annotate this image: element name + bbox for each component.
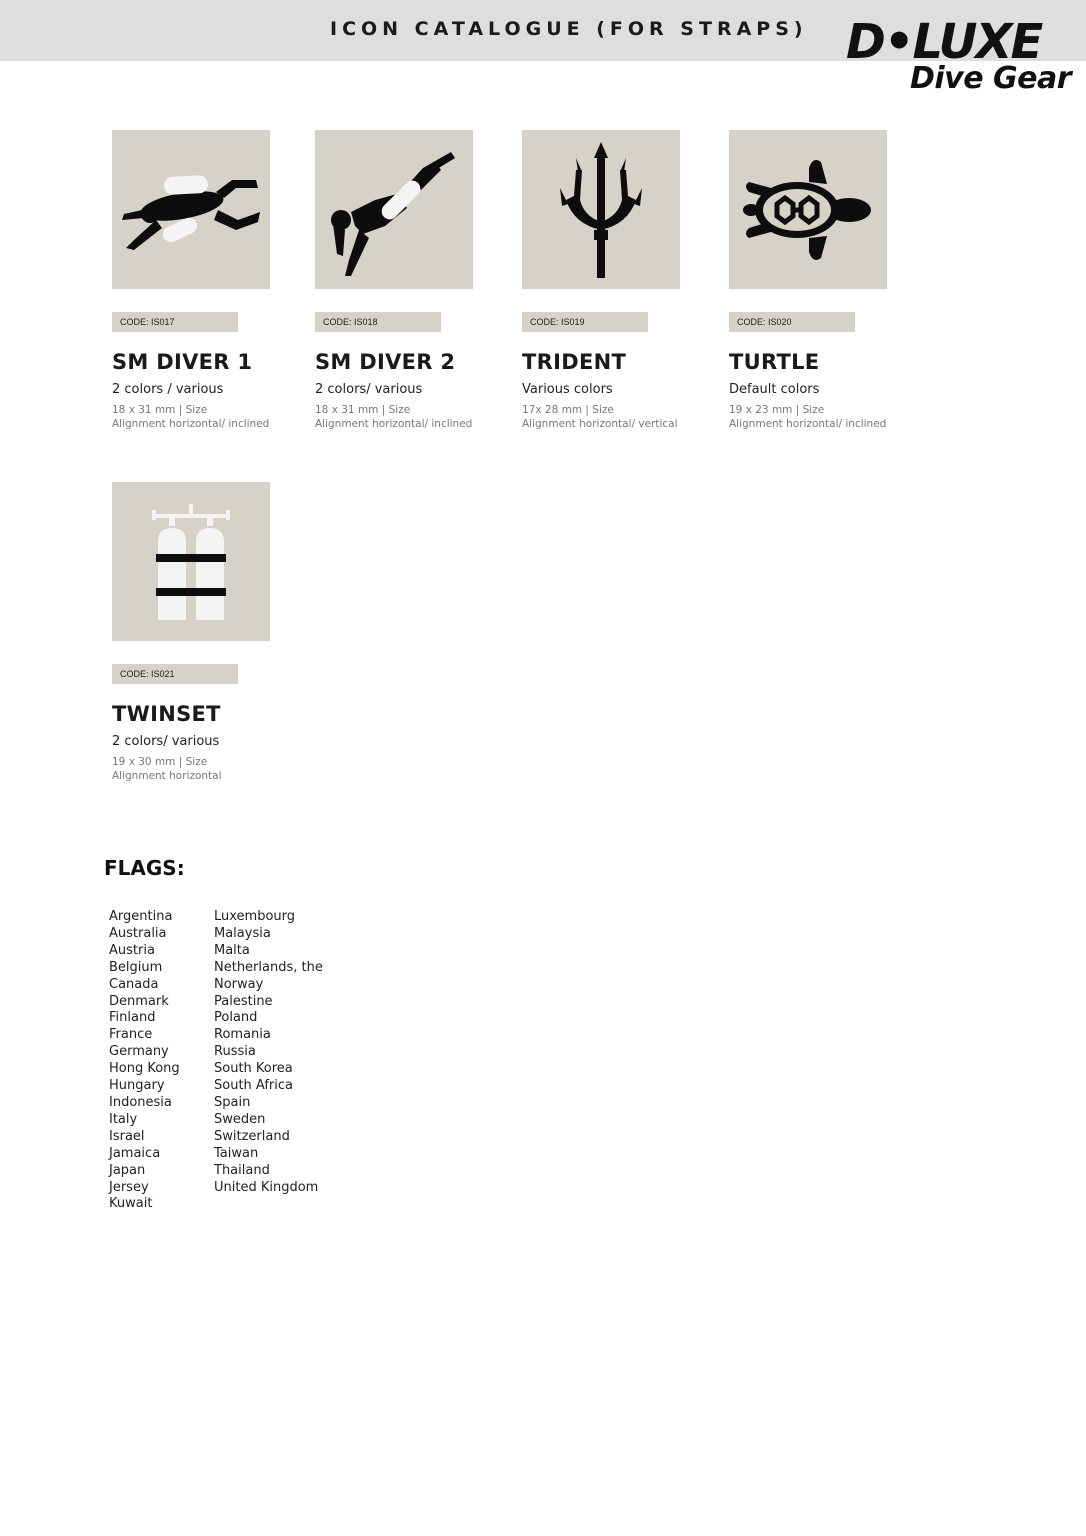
icon-tile: [522, 130, 680, 289]
flag-country-item: Poland: [214, 1010, 258, 1026]
product-code: CODE: IS018: [315, 312, 441, 332]
flag-country-item: Jersey: [109, 1179, 149, 1195]
product-code: CODE: IS021: [112, 664, 238, 684]
flag-country-item: South Africa: [214, 1078, 293, 1094]
icon-card-is018: [315, 130, 515, 430]
flag-country-item: Hungary: [109, 1078, 165, 1094]
product-title: TURTLE: [729, 350, 820, 374]
page-title: ICON CATALOGUE (FOR STRAPS): [330, 18, 808, 40]
flag-country-item: Netherlands, the: [214, 959, 323, 975]
product-code: CODE: IS017: [112, 312, 238, 332]
product-title: TWINSET: [112, 702, 221, 726]
icon-card-is017: [112, 130, 312, 430]
product-title: SM DIVER 1: [112, 350, 253, 374]
icon-card-is020: [729, 130, 929, 430]
product-alignment: Alignment horizontal/ inclined: [315, 418, 473, 430]
flag-country-item: Russia: [214, 1044, 256, 1060]
flag-country-item: Palestine: [214, 993, 273, 1009]
product-size: 19 x 30 mm | Size: [112, 756, 208, 768]
flag-country-item: Spain: [214, 1094, 251, 1110]
product-alignment: Alignment horizontal/ vertical: [522, 418, 678, 430]
product-alignment: Alignment horizontal/ inclined: [729, 418, 887, 430]
flag-country-item: Argentina: [109, 909, 173, 924]
flag-country-item: Switzerland: [214, 1128, 290, 1144]
flag-country-item: Kuwait: [109, 1196, 153, 1212]
flag-country-item: Japan: [109, 1162, 146, 1178]
flag-country-item: Australia: [109, 925, 167, 941]
product-colors: 2 colors/ various: [112, 734, 220, 749]
product-code: CODE: IS019: [522, 312, 648, 332]
icon-card-is021: [112, 482, 312, 782]
brand-logo: [846, 16, 1078, 100]
flag-country-item: Canada: [109, 976, 159, 992]
product-size: 18 x 31 mm | Size: [315, 404, 411, 416]
flag-country-item: Hong Kong: [109, 1061, 180, 1077]
flag-country-item: United Kingdom: [214, 1179, 319, 1195]
flag-country-item: Sweden: [214, 1111, 266, 1127]
product-colors: 2 colors / various: [112, 382, 224, 397]
icon-tile: [729, 130, 887, 289]
product-alignment: Alignment horizontal/ inclined: [112, 418, 270, 430]
flag-country-item: Germany: [109, 1044, 169, 1060]
turtle-icon: [729, 130, 887, 289]
product-alignment: Alignment horizontal: [112, 770, 222, 782]
flags-column-1: [109, 909, 180, 1213]
flag-country-item: Italy: [109, 1111, 138, 1127]
flag-country-item: Taiwan: [214, 1145, 259, 1161]
flag-country-item: Romania: [214, 1027, 271, 1043]
flag-country-item: Israel: [109, 1128, 145, 1144]
twinset-tanks-icon: [112, 482, 270, 641]
product-colors: Various colors: [522, 382, 613, 397]
scuba-diver-horizontal-icon: [112, 130, 270, 289]
flag-country-item: Thailand: [214, 1162, 270, 1178]
icon-tile: [315, 130, 473, 289]
flag-country-item: Luxembourg: [214, 909, 296, 924]
flag-country-item: Malta: [214, 942, 250, 958]
product-colors: Default colors: [729, 382, 820, 397]
flag-country-item: Malaysia: [214, 925, 271, 941]
product-title: TRIDENT: [522, 350, 627, 374]
flag-country-item: Belgium: [109, 959, 163, 975]
product-title: SM DIVER 2: [315, 350, 456, 374]
flag-country-item: France: [109, 1027, 153, 1043]
flags-heading: FLAGS:: [104, 856, 185, 880]
icon-card-is019: [522, 130, 722, 430]
flag-country-item: South Korea: [214, 1061, 293, 1077]
logo-subtitle: Dive Gear: [910, 61, 1072, 96]
trident-icon: [522, 130, 680, 289]
logo-wordmark: D•LUXE: [846, 14, 1042, 70]
product-size: 18 x 31 mm | Size: [112, 404, 208, 416]
product-code: CODE: IS020: [729, 312, 855, 332]
flag-country-item: Norway: [214, 976, 264, 992]
flag-country-item: Finland: [109, 1010, 156, 1026]
flags-column-2: [214, 909, 323, 1196]
scuba-diver-inclined-icon: [315, 130, 473, 289]
product-colors: 2 colors/ various: [315, 382, 423, 397]
flag-country-item: Denmark: [109, 993, 169, 1009]
product-size: 19 x 23 mm | Size: [729, 404, 825, 416]
flag-country-item: Austria: [109, 942, 155, 958]
icon-tile: [112, 130, 270, 289]
flag-country-item: Indonesia: [109, 1094, 172, 1110]
icon-tile: [112, 482, 270, 641]
product-size: 17x 28 mm | Size: [522, 404, 614, 416]
flag-country-item: Jamaica: [109, 1145, 161, 1161]
